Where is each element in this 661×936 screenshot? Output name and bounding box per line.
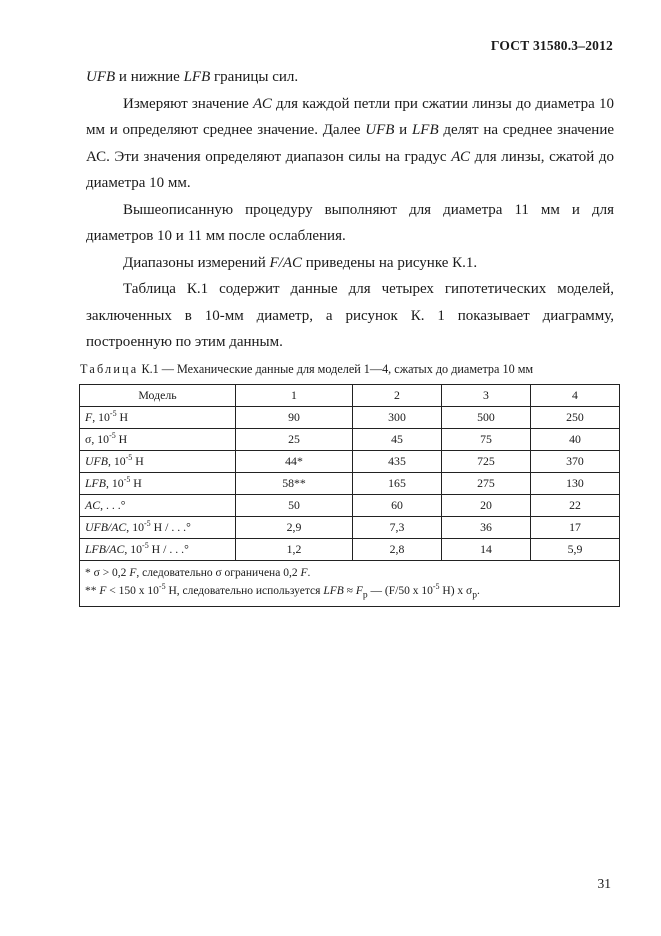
table-note-2 — [85, 582, 614, 604]
note-var: F — [129, 567, 137, 579]
label-text: , 10 — [124, 542, 143, 556]
table-cell: 250 — [530, 407, 619, 429]
note-sub: p — [472, 589, 478, 601]
table-row — [80, 473, 620, 495]
label-sup: -5 — [142, 541, 149, 551]
paragraph-2 — [86, 91, 614, 197]
table-cell: 44* — [236, 451, 353, 473]
table-cell: 90 — [236, 407, 353, 429]
row-label — [80, 517, 236, 539]
table-cell: 5,9 — [530, 539, 619, 561]
text-fragment: для линзы, сжатой до диаметра 10 мм. — [86, 148, 615, 191]
table-cell: 165 — [353, 473, 442, 495]
note-var: F — [300, 567, 308, 579]
note-text: * σ > 0,2 — [85, 567, 130, 579]
table-header-row — [80, 385, 620, 407]
var-lfb: LFB — [183, 69, 211, 85]
table-row — [80, 517, 620, 539]
table-cell: 500 — [441, 407, 530, 429]
paragraph-5: Таблица К.1 содержит данные для четырех гипотетических моделей, заключенных в 10-мм диаметр, а рисунок К. 1 показывает диаграмму, построенную по этим данным. — [86, 281, 614, 350]
text-fragment: Диапазоны измерений — [123, 254, 270, 271]
text-fragment: делят на среднее значение АС. Эти значения определяют диапазон силы на градус — [86, 122, 615, 165]
note-sub: p — [362, 589, 368, 601]
table-cell: 40 — [530, 429, 619, 451]
table-cell: 1,2 — [236, 539, 353, 561]
table-cell: 75 — [441, 429, 530, 451]
label-unit: Н — [130, 476, 142, 490]
table-cell: 130 — [530, 473, 619, 495]
table-cell: 725 — [441, 451, 530, 473]
row-label — [80, 473, 236, 495]
note-sup: -5 — [158, 582, 166, 592]
label-text: , 10 — [126, 520, 144, 534]
label-sup: -5 — [123, 475, 131, 485]
label-var: LFB/AC — [85, 542, 125, 556]
table-cell: 25 — [236, 429, 353, 451]
label-unit: Н — [115, 432, 128, 446]
table-note-1 — [85, 564, 614, 582]
label-unit: Н — [132, 454, 144, 468]
note-text: , следовательно σ ограничена 0,2 — [136, 567, 301, 579]
label-text: , . . .° — [100, 498, 126, 512]
label-text: σ, 10 — [85, 432, 110, 446]
label-text: , 10 — [107, 454, 126, 468]
var-f-ac: F/AC — [269, 254, 302, 271]
label-sup: -5 — [109, 431, 116, 441]
table-cell: 22 — [530, 495, 619, 517]
note-text: . — [307, 567, 311, 579]
page-number: 31 — [597, 876, 611, 891]
note-var: LFB — [323, 585, 344, 597]
var-lfb: LFB — [411, 122, 439, 138]
table-cell: 300 — [353, 407, 442, 429]
note-text: — (F/50 x 10 — [367, 585, 433, 597]
table-cell: 14 — [441, 539, 530, 561]
note-text: ** — [85, 585, 100, 597]
paragraph-3: Вышеописанную процедуру выполняют для диаметра 11 мм и для диаметров 10 и 11 мм после ослабления. — [86, 201, 614, 244]
text-fragment: и нижние — [115, 69, 184, 85]
note-var: F — [355, 585, 363, 597]
header-cell: 1 — [236, 385, 353, 407]
text-fragment: приведены на рисунке К.1. — [301, 254, 478, 271]
row-label — [80, 495, 236, 517]
table-notes — [80, 561, 620, 607]
label-var: LFB — [85, 476, 106, 490]
table-cell: 17 — [530, 517, 619, 539]
row-label — [80, 407, 236, 429]
label-unit: Н / . . .° — [148, 542, 189, 556]
table-notes-row — [80, 561, 620, 607]
table-cell: 2,8 — [353, 539, 442, 561]
table-cell: 275 — [441, 473, 530, 495]
row-label — [80, 429, 236, 451]
label-var: AC — [85, 498, 101, 512]
note-text: Н, следовательно используется — [165, 585, 324, 597]
table-row — [80, 407, 620, 429]
text-fragment: для каждой петли при сжатии линзы до диаметра 10 мм и определяют среднее значение. Далее — [86, 95, 614, 138]
row-label — [80, 451, 236, 473]
table-cell: 370 — [530, 451, 619, 473]
label-var: UFB/AC — [85, 520, 127, 534]
var-ac: АС — [253, 95, 272, 112]
table-cell: 435 — [353, 451, 442, 473]
table-cell: 50 — [236, 495, 353, 517]
table-caption-prefix: Таблица — [80, 362, 139, 376]
label-text: , 10 — [105, 476, 124, 490]
note-text: < 150 x 10 — [106, 585, 159, 597]
header-cell: 2 — [353, 385, 442, 407]
text-fragment: и — [394, 122, 412, 138]
header-cell: 4 — [530, 385, 619, 407]
header-cell: Модель — [80, 385, 236, 407]
text-fragment: Измеряют значение — [123, 95, 254, 112]
note-text: . — [477, 585, 480, 597]
label-sup: -5 — [144, 519, 151, 529]
header-cell: 3 — [441, 385, 530, 407]
var-ufb: UFB — [86, 69, 116, 85]
table-row — [80, 495, 620, 517]
table-cell: 7,3 — [353, 517, 442, 539]
table-row — [80, 429, 620, 451]
document-code: ГОСТ 31580.3–2012 — [490, 38, 613, 53]
row-label — [80, 539, 236, 561]
label-sup: -5 — [125, 453, 133, 463]
label-var: F — [85, 410, 93, 424]
note-sup: -5 — [432, 582, 440, 592]
note-text: ≈ — [343, 585, 356, 597]
table-cell: 45 — [353, 429, 442, 451]
label-unit: Н / . . .° — [150, 520, 191, 534]
note-text: Н) x σ — [439, 585, 473, 597]
data-table — [79, 384, 620, 607]
paragraph-4 — [86, 250, 614, 277]
text-fragment: границы сил. — [210, 69, 299, 85]
table-row — [80, 539, 620, 561]
paragraph-1 — [86, 64, 614, 91]
table-caption — [80, 362, 533, 377]
var-ac: АС — [451, 148, 470, 165]
label-text: , 10 — [92, 410, 110, 424]
note-var: F — [99, 585, 107, 597]
table-cell: 36 — [441, 517, 530, 539]
table-cell: 58** — [236, 473, 353, 495]
table-cell: 60 — [353, 495, 442, 517]
label-var: UFB — [85, 454, 108, 468]
table-cell: 2,9 — [236, 517, 353, 539]
label-unit: Н — [116, 410, 129, 424]
label-sup: -5 — [109, 409, 117, 419]
table-caption-text: К.1 — Механические данные для моделей 1—4, сжатых до диаметра 10 мм — [138, 362, 534, 376]
table-row — [80, 451, 620, 473]
table-cell: 20 — [441, 495, 530, 517]
var-ufb: UFB — [365, 122, 395, 138]
body-text — [86, 64, 614, 356]
